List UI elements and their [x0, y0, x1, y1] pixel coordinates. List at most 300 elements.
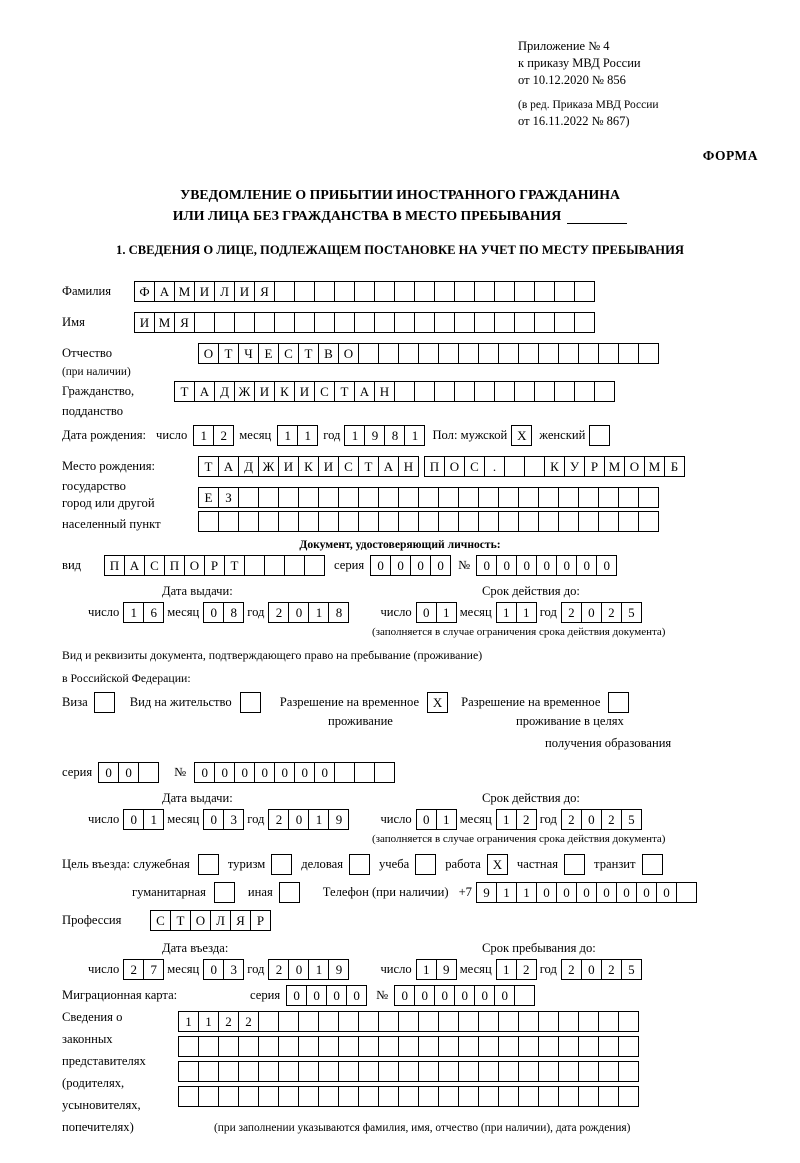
- cell[interactable]: [198, 854, 219, 875]
- cell[interactable]: [598, 1086, 619, 1107]
- profession-input[interactable]: [150, 910, 270, 931]
- cell[interactable]: [398, 1061, 419, 1082]
- cell[interactable]: [298, 1061, 319, 1082]
- cell[interactable]: 0: [234, 762, 255, 783]
- cell[interactable]: [498, 343, 519, 364]
- cell[interactable]: [474, 312, 495, 333]
- cell[interactable]: [618, 1061, 639, 1082]
- cell[interactable]: [518, 343, 539, 364]
- cell[interactable]: [415, 854, 436, 875]
- cell[interactable]: [334, 762, 355, 783]
- cell[interactable]: 0: [454, 985, 475, 1006]
- cell[interactable]: [278, 1011, 299, 1032]
- cell[interactable]: [574, 312, 595, 333]
- cell[interactable]: [258, 1061, 279, 1082]
- cell[interactable]: [589, 425, 610, 446]
- cell[interactable]: [478, 487, 499, 508]
- cell[interactable]: [414, 381, 435, 402]
- cell[interactable]: 9: [328, 809, 349, 830]
- cell[interactable]: [358, 343, 379, 364]
- cell[interactable]: 0: [576, 882, 597, 903]
- cell[interactable]: [574, 281, 595, 302]
- cell[interactable]: [338, 1086, 359, 1107]
- cell[interactable]: [518, 1086, 539, 1107]
- cell[interactable]: 1: [436, 809, 457, 830]
- cell[interactable]: [240, 692, 261, 713]
- cell[interactable]: [198, 1086, 219, 1107]
- cell[interactable]: [598, 487, 619, 508]
- cell[interactable]: [454, 281, 475, 302]
- cell[interactable]: [478, 511, 499, 532]
- cell[interactable]: И: [134, 312, 155, 333]
- cell[interactable]: [498, 1036, 519, 1057]
- cell[interactable]: [514, 381, 535, 402]
- cell[interactable]: 1: [404, 425, 425, 446]
- cell[interactable]: [564, 854, 585, 875]
- cell[interactable]: 5: [621, 959, 642, 980]
- cell[interactable]: 0: [656, 882, 677, 903]
- cell[interactable]: 2: [213, 425, 234, 446]
- cell[interactable]: 0: [516, 555, 537, 576]
- cell[interactable]: 0: [274, 762, 295, 783]
- cell[interactable]: [394, 281, 415, 302]
- cell[interactable]: [378, 1086, 399, 1107]
- cell[interactable]: А: [378, 456, 399, 477]
- cell[interactable]: 1: [123, 602, 144, 623]
- cell[interactable]: [298, 511, 319, 532]
- cell[interactable]: [294, 281, 315, 302]
- cell[interactable]: Д: [214, 381, 235, 402]
- cell[interactable]: 1: [277, 425, 298, 446]
- cell[interactable]: 0: [616, 882, 637, 903]
- cell[interactable]: [494, 312, 515, 333]
- cell[interactable]: 0: [294, 762, 315, 783]
- permit-number-input[interactable]: [194, 762, 394, 783]
- cell[interactable]: К: [298, 456, 319, 477]
- cell[interactable]: [258, 511, 279, 532]
- cell[interactable]: [394, 381, 415, 402]
- cell[interactable]: С: [338, 456, 359, 477]
- cell[interactable]: [418, 1036, 439, 1057]
- cell[interactable]: [198, 511, 219, 532]
- permit-issue-day-input[interactable]: [123, 809, 163, 830]
- cell[interactable]: Я: [174, 312, 195, 333]
- cell[interactable]: X: [511, 425, 532, 446]
- cell[interactable]: [514, 985, 535, 1006]
- cell[interactable]: Р: [584, 456, 605, 477]
- cell[interactable]: 0: [346, 985, 367, 1006]
- cell[interactable]: 8: [223, 602, 244, 623]
- permit-valid-day-input[interactable]: [416, 809, 456, 830]
- cell[interactable]: М: [644, 456, 665, 477]
- cell[interactable]: [618, 511, 639, 532]
- cell[interactable]: 1: [496, 882, 517, 903]
- cell[interactable]: 0: [118, 762, 139, 783]
- cell[interactable]: [578, 1036, 599, 1057]
- visa-checkbox[interactable]: [94, 692, 114, 713]
- cell[interactable]: 0: [306, 985, 327, 1006]
- birth-month-input[interactable]: [277, 425, 317, 446]
- purpose-other-checkbox[interactable]: [279, 882, 299, 903]
- cell[interactable]: [238, 487, 259, 508]
- temp-residence-checkbox[interactable]: [427, 692, 447, 713]
- cell[interactable]: [434, 312, 455, 333]
- cell[interactable]: [198, 1061, 219, 1082]
- cell[interactable]: [278, 1086, 299, 1107]
- patronymic-input[interactable]: [198, 343, 658, 364]
- cell[interactable]: 0: [288, 959, 309, 980]
- surname-input[interactable]: [134, 281, 594, 302]
- cell[interactable]: И: [294, 381, 315, 402]
- cell[interactable]: Я: [254, 281, 275, 302]
- cell[interactable]: 0: [288, 809, 309, 830]
- cell[interactable]: [314, 281, 335, 302]
- cell[interactable]: 1: [516, 602, 537, 623]
- cell[interactable]: И: [318, 456, 339, 477]
- cell[interactable]: [318, 1011, 339, 1032]
- cell[interactable]: [178, 1036, 199, 1057]
- cell[interactable]: П: [424, 456, 445, 477]
- cell[interactable]: Е: [198, 487, 219, 508]
- cell[interactable]: А: [218, 456, 239, 477]
- cell[interactable]: 1: [198, 1011, 219, 1032]
- cell[interactable]: [578, 511, 599, 532]
- permit-series-input[interactable]: [98, 762, 158, 783]
- cell[interactable]: [518, 487, 539, 508]
- doc-valid-month-input[interactable]: [496, 602, 536, 623]
- cell[interactable]: 0: [636, 882, 657, 903]
- cell[interactable]: [358, 511, 379, 532]
- doc-number-input[interactable]: [476, 555, 616, 576]
- cell[interactable]: [498, 487, 519, 508]
- cell[interactable]: [238, 1086, 259, 1107]
- cell[interactable]: [474, 381, 495, 402]
- cell[interactable]: [558, 1036, 579, 1057]
- cell[interactable]: [138, 762, 159, 783]
- legal-rep-input-2[interactable]: [178, 1036, 638, 1057]
- cell[interactable]: [438, 1036, 459, 1057]
- stay-year-input[interactable]: [561, 959, 641, 980]
- cell[interactable]: [278, 487, 299, 508]
- cell[interactable]: 8: [328, 602, 349, 623]
- cell[interactable]: [298, 1086, 319, 1107]
- purpose-tourism-checkbox[interactable]: [271, 854, 291, 875]
- cell[interactable]: [478, 1036, 499, 1057]
- doc-series-input[interactable]: [370, 555, 450, 576]
- purpose-work-checkbox[interactable]: [487, 854, 507, 875]
- cell[interactable]: [538, 511, 559, 532]
- cell[interactable]: [418, 1061, 439, 1082]
- cell[interactable]: 7: [143, 959, 164, 980]
- cell[interactable]: [378, 511, 399, 532]
- cell[interactable]: [258, 487, 279, 508]
- cell[interactable]: [264, 555, 285, 576]
- cell[interactable]: X: [427, 692, 448, 713]
- cell[interactable]: 0: [496, 555, 517, 576]
- cell[interactable]: Ж: [234, 381, 255, 402]
- cell[interactable]: [434, 281, 455, 302]
- cell[interactable]: [478, 1011, 499, 1032]
- cell[interactable]: [214, 882, 235, 903]
- cell[interactable]: 1: [344, 425, 365, 446]
- legal-rep-input-1[interactable]: [178, 1011, 638, 1032]
- cell[interactable]: С: [144, 555, 165, 576]
- cell[interactable]: [378, 1011, 399, 1032]
- cell[interactable]: [534, 381, 555, 402]
- cell[interactable]: [304, 555, 325, 576]
- cell[interactable]: Л: [214, 281, 235, 302]
- cell[interactable]: [418, 487, 439, 508]
- cell[interactable]: 2: [268, 959, 289, 980]
- cell[interactable]: 0: [476, 555, 497, 576]
- cell[interactable]: 1: [496, 602, 517, 623]
- cell[interactable]: М: [604, 456, 625, 477]
- cell[interactable]: [398, 343, 419, 364]
- cell[interactable]: 3: [223, 959, 244, 980]
- cell[interactable]: [578, 343, 599, 364]
- cell[interactable]: 0: [203, 959, 224, 980]
- cell[interactable]: [218, 1086, 239, 1107]
- cell[interactable]: 0: [414, 985, 435, 1006]
- cell[interactable]: 1: [178, 1011, 199, 1032]
- cell[interactable]: Р: [250, 910, 271, 931]
- cell[interactable]: О: [190, 910, 211, 931]
- cell[interactable]: [598, 343, 619, 364]
- cell[interactable]: А: [124, 555, 145, 576]
- cell[interactable]: [274, 312, 295, 333]
- cell[interactable]: [538, 1086, 559, 1107]
- cell[interactable]: [418, 1011, 439, 1032]
- cell[interactable]: [504, 456, 525, 477]
- stay-month-input[interactable]: [496, 959, 536, 980]
- cell[interactable]: [478, 1061, 499, 1082]
- cell[interactable]: [438, 487, 459, 508]
- cell[interactable]: Т: [358, 456, 379, 477]
- cell[interactable]: [271, 854, 292, 875]
- birth-year-input[interactable]: [344, 425, 424, 446]
- cell[interactable]: 6: [143, 602, 164, 623]
- cell[interactable]: [414, 312, 435, 333]
- cell[interactable]: 0: [203, 602, 224, 623]
- cell[interactable]: [294, 312, 315, 333]
- cell[interactable]: [418, 1086, 439, 1107]
- cell[interactable]: [554, 281, 575, 302]
- cell[interactable]: [618, 1011, 639, 1032]
- purpose-business-checkbox[interactable]: [349, 854, 369, 875]
- cell[interactable]: 0: [394, 985, 415, 1006]
- cell[interactable]: [214, 312, 235, 333]
- cell[interactable]: [598, 1036, 619, 1057]
- cell[interactable]: [354, 281, 375, 302]
- cell[interactable]: И: [278, 456, 299, 477]
- cell[interactable]: 0: [410, 555, 431, 576]
- cell[interactable]: 5: [621, 602, 642, 623]
- cell[interactable]: [218, 511, 239, 532]
- cell[interactable]: 2: [516, 809, 537, 830]
- cell[interactable]: [374, 762, 395, 783]
- cell[interactable]: [618, 1036, 639, 1057]
- cell[interactable]: [438, 511, 459, 532]
- cell[interactable]: [378, 1061, 399, 1082]
- permit-valid-month-input[interactable]: [496, 809, 536, 830]
- cell[interactable]: 0: [434, 985, 455, 1006]
- cell[interactable]: А: [194, 381, 215, 402]
- cell[interactable]: [474, 281, 495, 302]
- cell[interactable]: 0: [416, 809, 437, 830]
- cell[interactable]: [434, 381, 455, 402]
- cell[interactable]: [398, 511, 419, 532]
- purpose-humanitarian-checkbox[interactable]: [214, 882, 234, 903]
- cell[interactable]: [478, 1086, 499, 1107]
- cell[interactable]: 0: [430, 555, 451, 576]
- cell[interactable]: [438, 1011, 459, 1032]
- cell[interactable]: 0: [286, 985, 307, 1006]
- cell[interactable]: [318, 487, 339, 508]
- cell[interactable]: Я: [230, 910, 251, 931]
- cell[interactable]: 1: [143, 809, 164, 830]
- cell[interactable]: И: [254, 381, 275, 402]
- cell[interactable]: М: [154, 312, 175, 333]
- cell[interactable]: [258, 1011, 279, 1032]
- cell[interactable]: [334, 312, 355, 333]
- cell[interactable]: [538, 487, 559, 508]
- cell[interactable]: 0: [474, 985, 495, 1006]
- cell[interactable]: К: [544, 456, 565, 477]
- cell[interactable]: 0: [254, 762, 275, 783]
- doc-valid-year-input[interactable]: [561, 602, 641, 623]
- cell[interactable]: [198, 1036, 219, 1057]
- cell[interactable]: 0: [581, 809, 602, 830]
- cell[interactable]: [538, 1061, 559, 1082]
- cell[interactable]: 2: [516, 959, 537, 980]
- cell[interactable]: [334, 281, 355, 302]
- cell[interactable]: [358, 1061, 379, 1082]
- stay-day-input[interactable]: [416, 959, 456, 980]
- cell[interactable]: К: [274, 381, 295, 402]
- cell[interactable]: [518, 1036, 539, 1057]
- cell[interactable]: [238, 1036, 259, 1057]
- cell[interactable]: М: [174, 281, 195, 302]
- cell[interactable]: Е: [258, 343, 279, 364]
- entry-year-input[interactable]: [268, 959, 348, 980]
- cell[interactable]: [178, 1061, 199, 1082]
- cell[interactable]: 2: [218, 1011, 239, 1032]
- cell[interactable]: [378, 1036, 399, 1057]
- cell[interactable]: Н: [374, 381, 395, 402]
- cell[interactable]: [318, 1036, 339, 1057]
- cell[interactable]: [458, 511, 479, 532]
- cell[interactable]: Т: [174, 381, 195, 402]
- cell[interactable]: [374, 281, 395, 302]
- cell[interactable]: А: [354, 381, 375, 402]
- cell[interactable]: [279, 882, 300, 903]
- cell[interactable]: [578, 487, 599, 508]
- cell[interactable]: [398, 487, 419, 508]
- birth-city-input[interactable]: [198, 487, 658, 508]
- cell[interactable]: 0: [214, 762, 235, 783]
- cell[interactable]: [676, 882, 697, 903]
- cell[interactable]: 2: [601, 959, 622, 980]
- sex-male-checkbox[interactable]: [511, 425, 531, 446]
- cell[interactable]: 9: [436, 959, 457, 980]
- cell[interactable]: Т: [218, 343, 239, 364]
- cell[interactable]: [518, 511, 539, 532]
- cell[interactable]: [398, 1086, 419, 1107]
- cell[interactable]: [438, 1061, 459, 1082]
- cell[interactable]: [258, 1086, 279, 1107]
- cell[interactable]: 9: [364, 425, 385, 446]
- cell[interactable]: [458, 1011, 479, 1032]
- cell[interactable]: 0: [203, 809, 224, 830]
- cell[interactable]: 2: [561, 959, 582, 980]
- cell[interactable]: 1: [496, 959, 517, 980]
- cell[interactable]: [618, 343, 639, 364]
- cell[interactable]: [284, 555, 305, 576]
- cell[interactable]: С: [150, 910, 171, 931]
- entry-month-input[interactable]: [203, 959, 243, 980]
- cell[interactable]: [254, 312, 275, 333]
- cell[interactable]: [514, 281, 535, 302]
- doc-issue-day-input[interactable]: [123, 602, 163, 623]
- cell[interactable]: С: [278, 343, 299, 364]
- cell[interactable]: [598, 1061, 619, 1082]
- cell[interactable]: [438, 343, 459, 364]
- cell[interactable]: О: [338, 343, 359, 364]
- cell[interactable]: Р: [204, 555, 225, 576]
- cell[interactable]: [638, 511, 659, 532]
- cell[interactable]: [638, 487, 659, 508]
- cell[interactable]: Т: [224, 555, 245, 576]
- cell[interactable]: 2: [238, 1011, 259, 1032]
- name-input[interactable]: [134, 312, 594, 333]
- cell[interactable]: Ж: [258, 456, 279, 477]
- cell[interactable]: 0: [596, 555, 617, 576]
- cell[interactable]: [278, 1036, 299, 1057]
- cell[interactable]: [378, 343, 399, 364]
- cell[interactable]: [498, 1011, 519, 1032]
- cell[interactable]: [318, 1086, 339, 1107]
- cell[interactable]: 8: [384, 425, 405, 446]
- cell[interactable]: У: [564, 456, 585, 477]
- cell[interactable]: [558, 1011, 579, 1032]
- cell[interactable]: Б: [664, 456, 685, 477]
- cell[interactable]: [598, 511, 619, 532]
- cell[interactable]: 0: [390, 555, 411, 576]
- cell[interactable]: [558, 487, 579, 508]
- cell[interactable]: [394, 312, 415, 333]
- cell[interactable]: [618, 1086, 639, 1107]
- cell[interactable]: [94, 692, 115, 713]
- sex-female-checkbox[interactable]: [589, 425, 609, 446]
- cell[interactable]: X: [487, 854, 508, 875]
- cell[interactable]: З: [218, 487, 239, 508]
- cell[interactable]: [318, 1061, 339, 1082]
- cell[interactable]: [458, 1061, 479, 1082]
- cell[interactable]: [598, 1011, 619, 1032]
- cell[interactable]: [244, 555, 265, 576]
- cell[interactable]: 9: [328, 959, 349, 980]
- cell[interactable]: [554, 381, 575, 402]
- cell[interactable]: В: [318, 343, 339, 364]
- cell[interactable]: [238, 1061, 259, 1082]
- cell[interactable]: Л: [210, 910, 231, 931]
- cell[interactable]: П: [164, 555, 185, 576]
- cell[interactable]: [554, 312, 575, 333]
- cell[interactable]: 0: [98, 762, 119, 783]
- cell[interactable]: [318, 511, 339, 532]
- cell[interactable]: [358, 487, 379, 508]
- cell[interactable]: [594, 381, 615, 402]
